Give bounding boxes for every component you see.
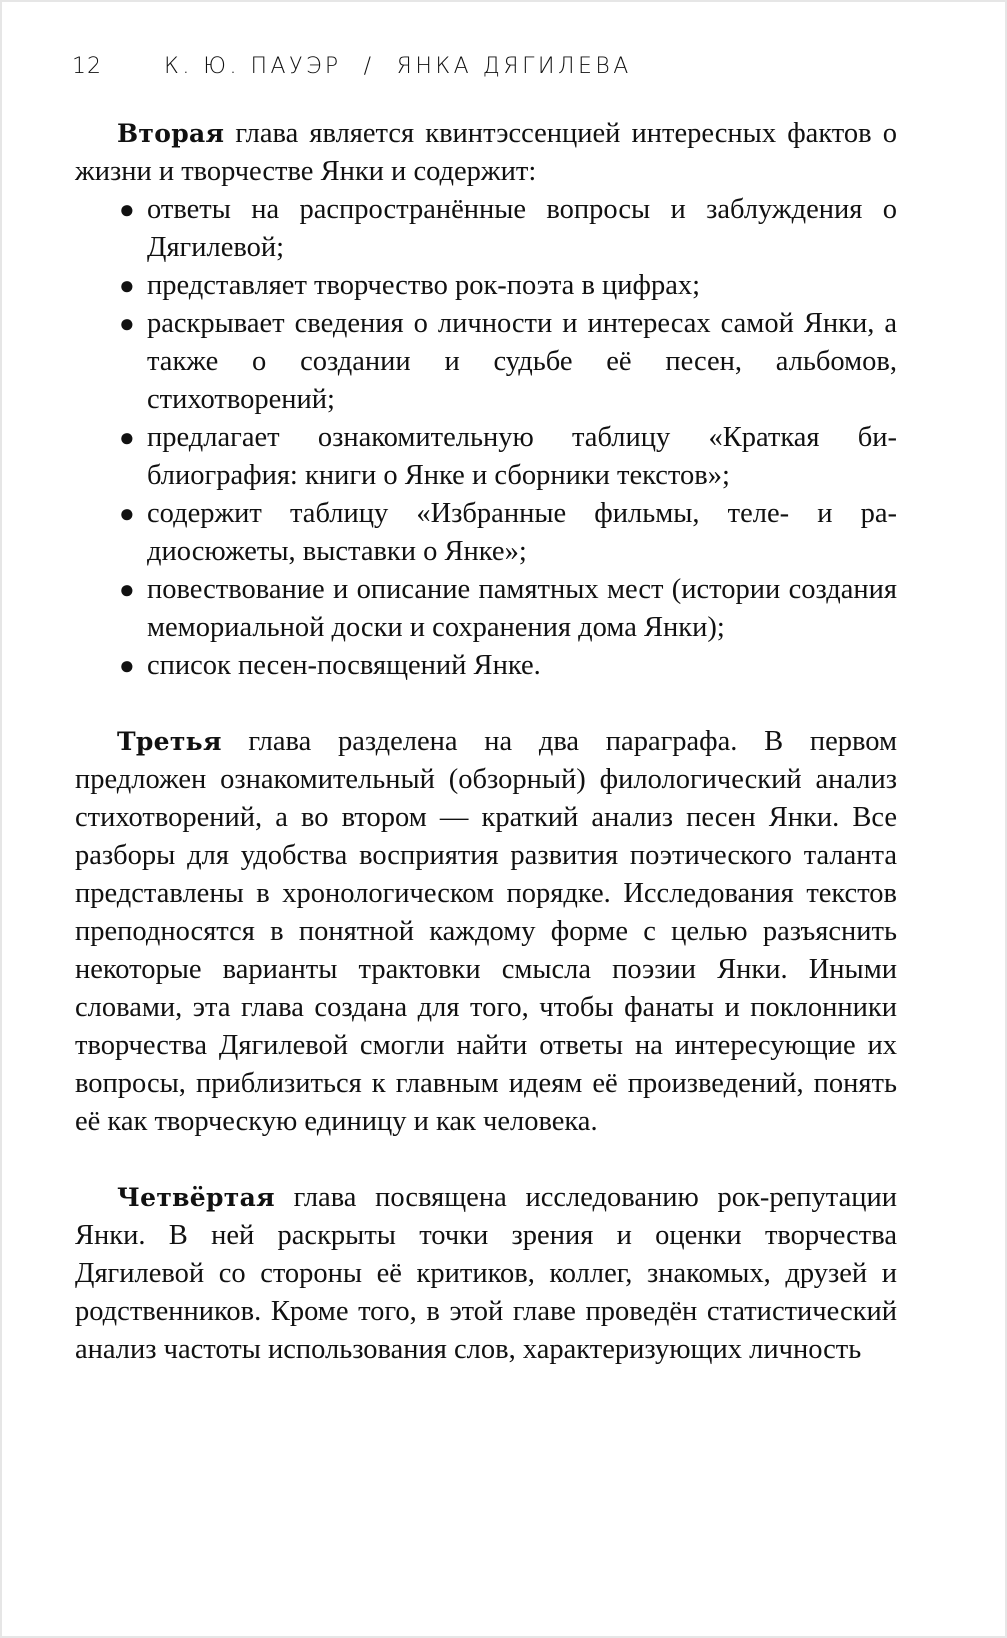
list-item	[75, 647, 897, 685]
list-item-text: ответы на распространённые вопросы и заблуждения о Дягилевой;	[147, 194, 897, 263]
list-item	[75, 191, 897, 267]
body-text	[75, 115, 897, 1369]
author-name: К. Ю. ПАУЭР	[164, 54, 342, 79]
list-item	[75, 305, 897, 419]
paragraph-spacer	[75, 1141, 897, 1179]
bullet-icon: ●	[119, 651, 135, 680]
list-item	[75, 267, 897, 305]
list-item	[75, 495, 897, 571]
chapter-2-text: глава является квинтэссенцией интересных фактов о жизни и творчестве Янки и содержит:	[75, 118, 897, 187]
list-item-text: предлагает ознакомительную таблицу «Краткая библиография: книги о Янке и сборники текстов»;	[147, 422, 897, 491]
bullet-icon: ●	[119, 271, 135, 300]
list-item-text: повествование и описание памятных мест (истории создания мемориальной доски и сохранения дома Янки);	[147, 574, 897, 643]
paragraph-chapter-3	[75, 723, 897, 1141]
book-title: ЯНКА ДЯГИЛЕВА	[396, 54, 632, 79]
list-item	[75, 419, 897, 495]
list-item-text: представляет творчество рок-поэта в цифрах;	[147, 270, 701, 301]
bullet-icon: ●	[119, 423, 135, 452]
chapter-4-lead: Четвёртая	[117, 1183, 275, 1212]
chapter-3-text: глава разделена на два параграфа. В первом предложен ознакомительный (обзорный) филологический анализ стихотворений, а во втором — краткий анализ песен Янки. Все разборы для удобства восприятия развития поэтического таланта представлены в хронологическом порядке. Исследования текстов преподносятся в понятной каждому форме с целью разъяснить некоторые варианты трактовки смысла поэзии Янки. Иными словами, эта глава создана для того, чтобы фанаты и поклонники творчества Дягилевой смогли найти ответы на интересующие их вопросы, приблизиться к главным идеям её произведений, понять её как творческую единицу и как человека.	[75, 726, 897, 1137]
chapter-4-text: глава посвящена исследованию рок-репутации Янки. В ней раскрыты точки зрения и оценки творчества Дягилевой со стороны её критиков, коллег, знакомых, друзей и родственников. Кроме того, в этой главе проведён статистический анализ частоты использования слов, характеризующих личность	[75, 1182, 897, 1365]
header-separator: /	[363, 54, 375, 79]
chapter-2-contents-list	[75, 191, 897, 685]
bullet-icon: ●	[119, 575, 135, 604]
page-number: 12	[72, 54, 102, 79]
list-item	[75, 571, 897, 647]
bullet-icon: ●	[119, 499, 135, 528]
bullet-icon: ●	[119, 195, 135, 224]
list-item-text: содержит таблицу «Избранные фильмы, теле- и радиосюжеты, выставки о Янке»;	[147, 498, 897, 567]
chapter-2-lead: Вторая	[117, 119, 225, 148]
paragraph-spacer	[75, 685, 897, 723]
paragraph-chapter-4	[75, 1179, 897, 1369]
list-item-text: список песен-посвящений Янке.	[147, 650, 541, 681]
paragraph-chapter-2	[75, 115, 897, 191]
running-header	[72, 54, 632, 79]
chapter-3-lead: Третья	[117, 727, 222, 756]
list-item-text: раскрывает сведения о личности и интересах самой Янки, а также о создании и судьбе её песен, альбомов, стихотворений;	[147, 308, 897, 415]
bullet-icon: ●	[119, 309, 135, 338]
